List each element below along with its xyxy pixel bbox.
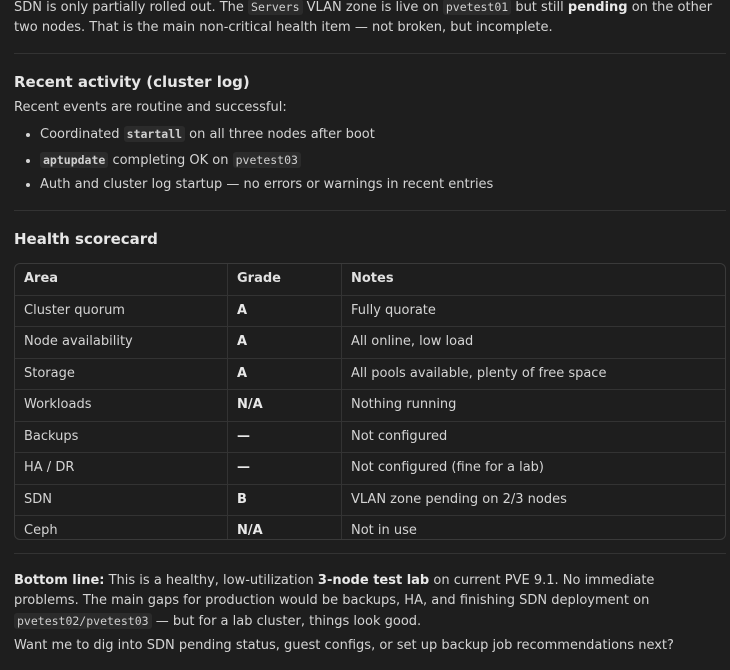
bold-text: pending [567, 0, 628, 15]
recent-activity-intro: Recent events are routine and successful: [14, 100, 287, 115]
follow-up-question: Want me to dig into SDN pending status, guest configs, or set up backup job recommendations next? [14, 638, 674, 653]
text: completing OK on [108, 152, 233, 168]
table-row [15, 453, 725, 485]
cell-area: HA / DR [15, 453, 228, 485]
text: This is a healthy, low-utilization [104, 573, 318, 588]
cell-grade: A [228, 295, 342, 327]
cell-grade: — [228, 453, 342, 485]
table-row [15, 295, 725, 327]
inline-code: startall [124, 126, 185, 142]
cell-notes: Not in use [351, 523, 417, 539]
table-header-row [15, 264, 725, 295]
text: on all three nodes after boot [185, 127, 375, 142]
cell-grade: — [228, 421, 342, 453]
health-scorecard-heading: Health scorecard [14, 230, 158, 248]
cell-grade: N/A [228, 390, 342, 422]
cell-grade: A [228, 327, 342, 359]
list-item [40, 150, 730, 176]
cell-notes: All online, low load [342, 327, 726, 359]
inline-code: aptupdate [40, 152, 108, 168]
text: — but for a lab cluster, things look good. [151, 614, 422, 629]
cell-grade: A [228, 358, 342, 390]
list-item [40, 175, 730, 201]
cell-area: SDN [15, 484, 228, 516]
divider [14, 53, 726, 54]
cell-grade: N/A [228, 516, 342, 541]
text: Auth and cluster log startup — no errors or warnings in recent entries [40, 177, 494, 192]
cell-area: Cluster quorum [15, 295, 228, 327]
text: on the other two nodes. That is the main non-critical health item — not broken, but incomplete. [14, 0, 713, 35]
inline-code: pvetest03 [233, 152, 301, 168]
table-row [15, 358, 725, 390]
cell-notes: Fully quorate [342, 295, 726, 327]
text: Coordinated [40, 127, 124, 142]
table-row [15, 327, 725, 359]
recent-activity-list [14, 124, 730, 201]
column-header-notes: Notes [342, 264, 726, 295]
text: SDN is only partially rolled out. The [14, 0, 249, 15]
divider [14, 210, 726, 211]
cell-area: Ceph [15, 516, 228, 541]
bottom-line-paragraph [14, 571, 720, 632]
cell-area: Storage [15, 358, 228, 390]
cell-notes: VLAN zone pending on 2/3 nodes [342, 484, 726, 516]
column-header-area: Area [15, 264, 228, 295]
health-scorecard-table [14, 263, 726, 540]
table-row [15, 484, 725, 516]
inline-code: Servers [248, 0, 302, 15]
cell-area: Backups [15, 421, 228, 453]
table-row [15, 421, 725, 453]
cell-grade: B [228, 484, 342, 516]
inline-code: pvetest01 [443, 0, 511, 15]
table-row [15, 390, 725, 422]
text: but still [511, 0, 568, 15]
list-item [40, 124, 730, 150]
cell-notes: All pools available, plenty of free space [342, 358, 726, 390]
table-row [15, 516, 725, 541]
cell-notes: Not configured [342, 421, 726, 453]
cell-notes: Not configured (fine for a lab) [342, 453, 726, 485]
divider [14, 553, 726, 554]
cell-notes: Nothing running [342, 390, 726, 422]
text: on current PVE 9.1. No immediate problems. The main gaps for production would be backups, HA, and finishing SDN deployment on [14, 573, 655, 608]
cell-area: Node availability [15, 327, 228, 359]
bold-text: 3-node test lab [317, 573, 430, 588]
text: VLAN zone is live on [302, 0, 443, 15]
sdn-intro-paragraph [14, 0, 726, 38]
cell-area: Workloads [15, 390, 228, 422]
recent-activity-heading: Recent activity (cluster log) [14, 73, 250, 91]
bold-text: Bottom line: [14, 573, 105, 588]
inline-code: pvetest02/pvetest03 [14, 613, 152, 629]
column-header-grade: Grade [228, 264, 342, 295]
